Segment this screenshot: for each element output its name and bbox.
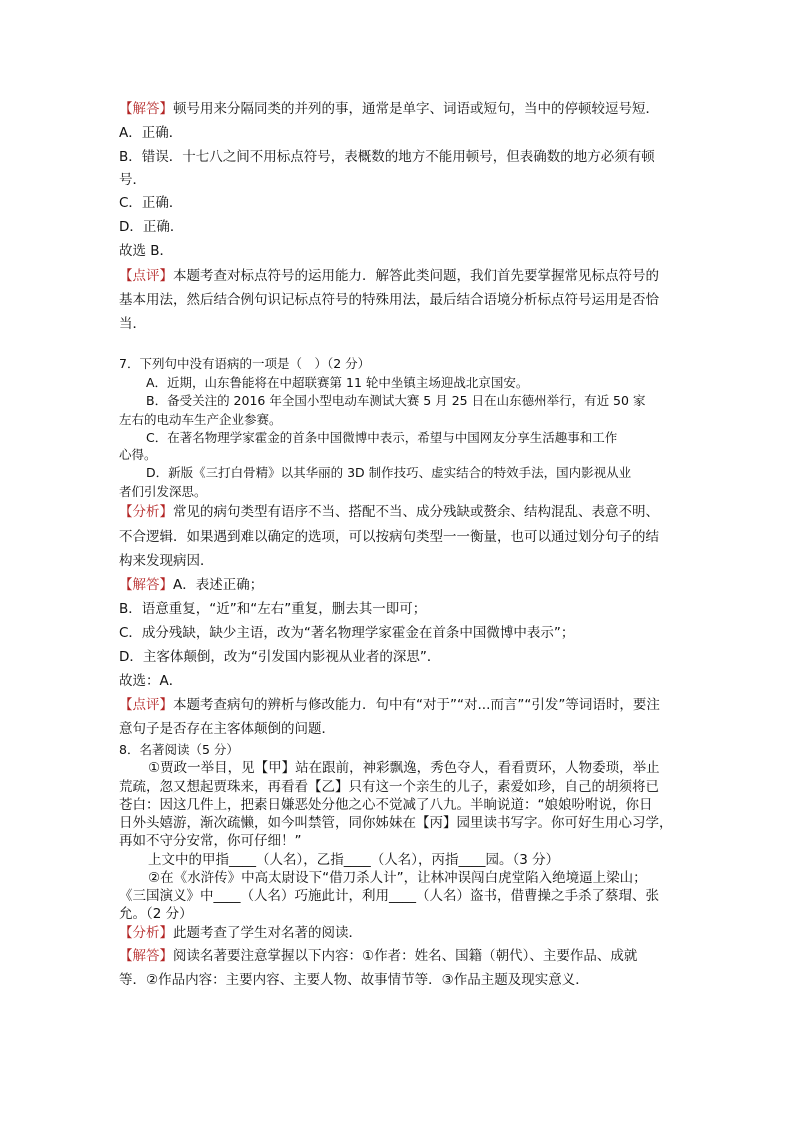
- q8-passage-6: ②在《水浒传》中高太尉设下“借刀杀人计”，让林冲误闯白虎堂陷入绝境逼上梁山；: [148, 870, 647, 886]
- analysis-text: 常见的病句类型有语序不当、搭配不当、成分残缺或赘余、结构混乱、表意不明、: [173, 504, 659, 520]
- answer-tag: 【解答】: [119, 577, 173, 593]
- q7-option-d-cont: 者们引发深思。: [119, 484, 207, 499]
- answer-tag: 【解答】: [119, 948, 173, 964]
- option-c-line: C．正确．: [119, 195, 183, 211]
- q7-option-b: B．备受关注的 2016 年全国小型电动车测试大赛 5 月 25 日在山东德州举行，有近 50 家: [146, 393, 646, 408]
- q8-analysis: [119, 925, 362, 942]
- q8-passage-8: 允。（2 分）: [119, 906, 193, 922]
- q8-fill-blank-1: 上文中的甲指____（人名），乙指____（人名），丙指____园。（3 分）: [148, 852, 560, 868]
- q8-answer: [119, 948, 637, 965]
- q7-option-c: C．在著名物理学家霍金的首条中国微博中表示，希望与中国网友分享生活趣事和工作: [146, 430, 618, 445]
- option-b-line-cont: 号．: [119, 172, 146, 188]
- q7-answer-b: B．语意重复，“近”和“左右”重复，删去其一即可；: [119, 601, 427, 617]
- comment-tag: 【点评】: [119, 697, 173, 713]
- q8-passage-3: 苍白：因这几件上，把素日嫌恶处分他之心不觉减了八九。半晌说道：“娘娘吩咐说，你日: [119, 797, 653, 813]
- q7-option-d: D．新版《三打白骨精》以其华丽的 3D 制作技巧、虚实结合的特效手法，国内影视从业: [146, 465, 632, 480]
- option-b-line: B．错误．十七八之间不用标点符号，表概数的地方不能用顿号，但表确数的地方必须有顿: [119, 149, 655, 165]
- q7-comment-2: 意句子是否存在主客体颠倒的问题．: [119, 721, 335, 737]
- answer-text: 顿号用来分隔同类的并列的事，通常是单字、词语或短句，当中的停顿较逗号短．: [173, 101, 659, 117]
- comment-line-3: 当．: [119, 316, 146, 332]
- answer-text: 阅读名著要注意掌握以下内容：①作者：姓名、国籍（朝代）、主要作品、成就: [173, 948, 638, 964]
- answer-line: [119, 101, 659, 118]
- comment-line-2: 基本用法，然后结合例句识记标点符号的特殊用法，最后结合语境分析标点符号运用是否恰: [119, 292, 659, 308]
- q7-choose: 故选：A．: [119, 673, 183, 689]
- q7-option-a: A．近期，山东鲁能将在中超联赛第 11 轮中坐镇主场迎战北京国安。: [146, 375, 529, 390]
- q7-answer-d: D．主客体颠倒，改为“引发国内影视从业者的深思”．: [119, 649, 441, 665]
- q8-passage-7: 《三国演义》中____（人名）巧施此计，利用____（人名）盗书，借曹操之手杀了蔡瑁、张: [119, 888, 659, 904]
- q8-passage-5: 再如不守分安常，你可仔细！”: [119, 833, 302, 849]
- q8-passage-4: 日外头嬉游，渐次疏懒，如今叫禁管，同你姊妹在【丙】园里读书写字。你可好生用心习学，: [119, 815, 673, 831]
- analysis-tag: 【分析】: [119, 925, 173, 941]
- analysis-text: 此题考查了学生对名著的阅读．: [173, 925, 362, 941]
- answer-text: A．表述正确；: [173, 577, 264, 593]
- q7-answer: [119, 577, 263, 594]
- q8-passage-2: 荒疏，忽又想起贾珠来，再看看【乙】只有这一个亲生的儿子，素爱如珍，自己的胡须将已: [119, 779, 659, 795]
- comment-text: 本题考查对标点符号的运用能力．解答此类问题，我们首先要掌握常见标点符号的: [173, 268, 659, 284]
- q7-analysis-2: 不合逻辑．如果遇到难以确定的选项，可以按病句类型一一衡量，也可以通过划分句子的结: [119, 529, 659, 545]
- option-d-line: D．正确．: [119, 219, 184, 235]
- comment-tag: 【点评】: [119, 268, 173, 284]
- option-a-line: A．正确．: [119, 125, 183, 141]
- analysis-tag: 【分析】: [119, 504, 173, 520]
- choose-line: 故选 B．: [119, 243, 174, 259]
- q7-option-b-cont: 左右的电动车生产企业参赛。: [119, 412, 282, 427]
- q8-answer-2: 等．②作品内容：主要内容、主要人物、故事情节等．③作品主题及现实意义．: [119, 972, 589, 988]
- q7-stem: 7．下列句中没有语病的一项是（ ）（2 分）: [119, 356, 371, 371]
- q8-passage-1: ①贾政一举目，见【甲】站在跟前，神彩飘逸，秀色夺人，看看贾环，人物委琐，举止: [148, 760, 660, 776]
- q7-answer-c: C．成分残缺，缺少主语，改为“著名物理学家霍金在首条中国微博中表示”；: [119, 625, 575, 641]
- comment-line: [119, 268, 659, 285]
- q8-stem: 8．名著阅读（5 分）: [119, 742, 239, 757]
- q7-comment: [119, 697, 660, 714]
- comment-text: 本题考查病句的辨析与修改能力．句中有“对于”“对...而言”“引发”等词语时，要注: [173, 697, 660, 713]
- answer-tag: 【解答】: [119, 101, 173, 117]
- q7-analysis-3: 构来发现病因．: [119, 553, 214, 569]
- q7-option-c-cont: 心得。: [119, 447, 157, 462]
- q7-analysis: [119, 504, 659, 521]
